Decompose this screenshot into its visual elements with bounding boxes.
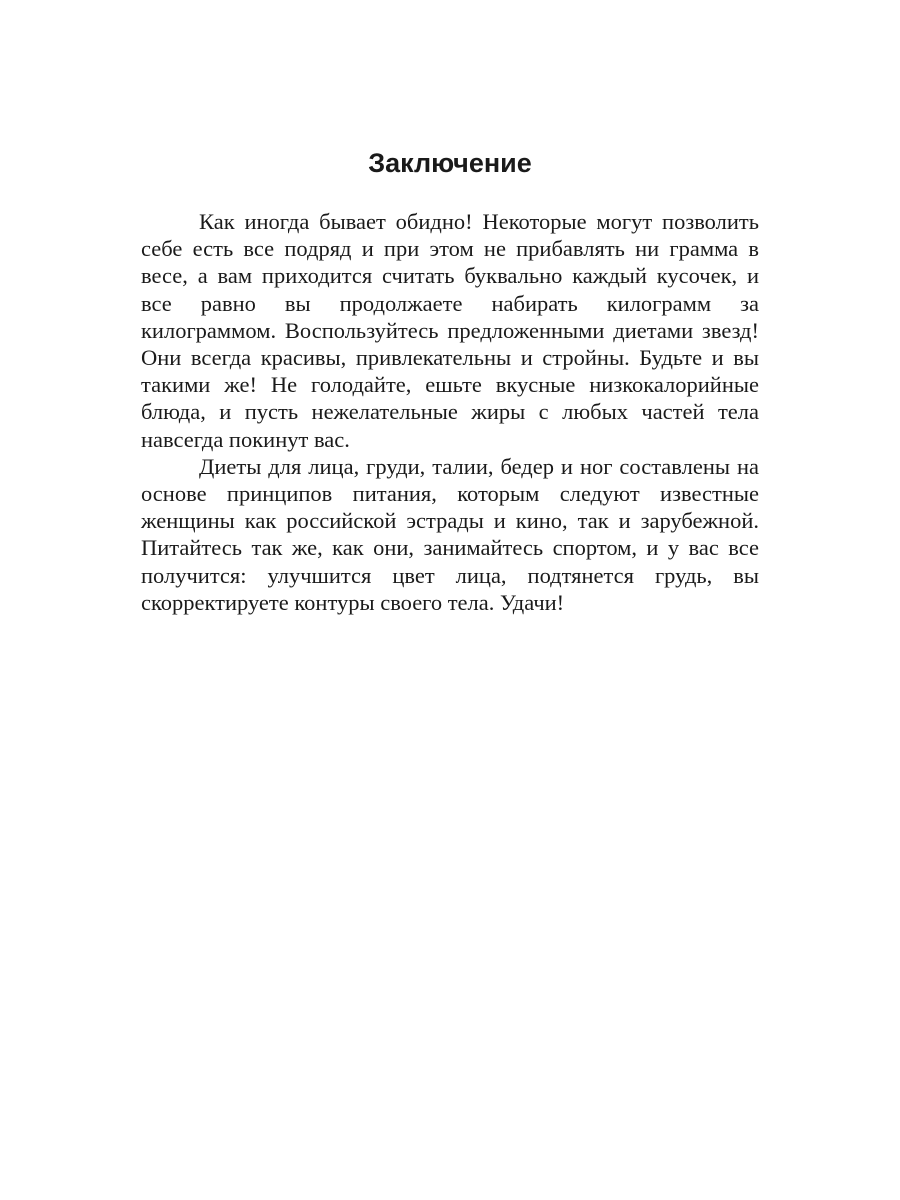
paragraph-1: Как иногда бывает обидно! Некоторые могут позволить себе есть все подряд и при этом не прибавлять ни грамма в весе, а вам приходится считать буквально каждый кусочек, и все равно вы продолжаете набирать килограмм за килограммом. Воспользуйтесь предложенными диетами звезд! Они всегда красивы, привлекательны и стройны. Будьте и вы такими же! Не голодайте, ешьте вкусные низкокалорийные блюда, и пусть нежелательные жиры с любых частей тела навсегда покинут вас. (141, 209, 759, 452)
paragraph-2: Диеты для лица, груди, талии, бедер и ног составлены на основе принципов питания, которым следуют известные женщины как российской эстрады и кино, так и зарубежной. Питайтесь так же, как они, занимайтесь спортом, и у вас все получится: улучшится цвет лица, подтянется грудь, вы скорректируете контуры своего тела. Удачи! (141, 453, 759, 615)
page-title: Заключение (368, 148, 532, 178)
body-text (141, 208, 759, 616)
